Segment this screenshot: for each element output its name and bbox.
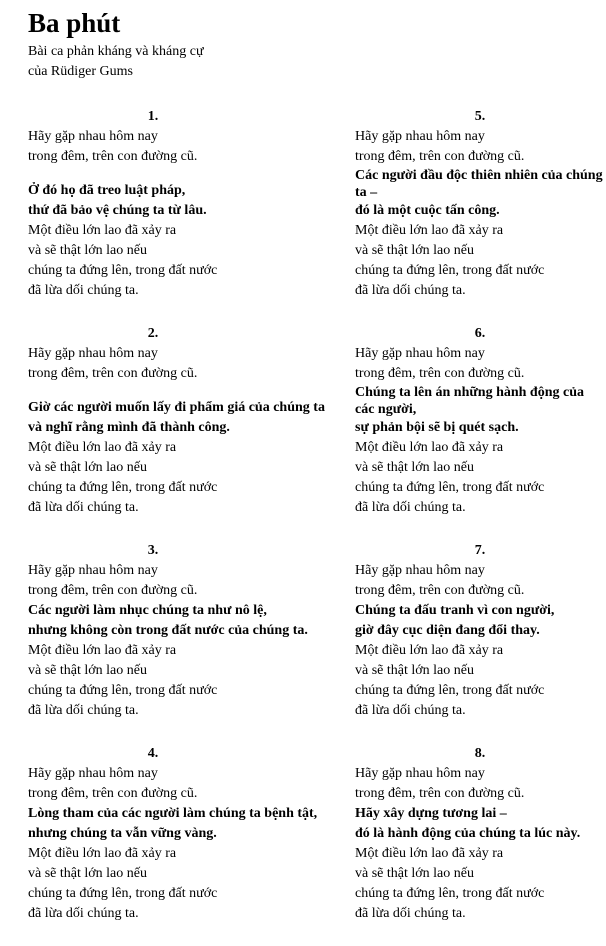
verse-6 (355, 324, 605, 518)
verse-5 (355, 107, 605, 301)
refrain-line: đã lừa dối chúng ta. (355, 703, 466, 718)
verse-text-line: Lòng tham của các người làm chúng ta bệnh tật, (28, 806, 318, 821)
refrain-line: Hãy gặp nhau hôm nay (355, 346, 485, 361)
refrain-line: đã lừa dối chúng ta. (355, 906, 466, 921)
refrain-line: chúng ta đứng lên, trong đất nước (355, 263, 545, 278)
refrain-line: Một điều lớn lao đã xảy ra (355, 440, 504, 455)
verse-number: 8. (474, 746, 486, 761)
refrain-line: chúng ta đứng lên, trong đất nước (355, 480, 545, 495)
refrain-line: chúng ta đứng lên, trong đất nước (355, 886, 545, 901)
verse-text-line: đó là một cuộc tấn công. (355, 203, 500, 218)
refrain-line: Một điều lớn lao đã xảy ra (28, 643, 177, 658)
refrain-line: đã lừa dối chúng ta. (28, 283, 139, 298)
refrain-line: Hãy gặp nhau hôm nay (28, 766, 158, 781)
refrain-line: Một điều lớn lao đã xảy ra (28, 846, 177, 861)
refrain-line: đã lừa dối chúng ta. (355, 500, 466, 515)
refrain-line: Một điều lớn lao đã xảy ra (28, 440, 177, 455)
refrain-line: Hãy gặp nhau hôm nay (28, 346, 158, 361)
verse-1 (28, 107, 278, 301)
verse-text-line: đó là hành động của chúng ta lúc này. (355, 826, 581, 841)
refrain-line: Hãy gặp nhau hôm nay (355, 129, 485, 144)
verse-number: 2. (147, 326, 159, 341)
verse-8 (355, 744, 605, 924)
refrain-line: Hãy gặp nhau hôm nay (28, 563, 158, 578)
verse-text-line: Giờ các người muốn lấy đi phẩm giá của chúng ta (28, 400, 325, 415)
verse-number: 3. (147, 543, 159, 558)
refrain-line: Một điều lớn lao đã xảy ra (355, 223, 504, 238)
refrain-line: và sẽ thật lớn lao nếu (355, 243, 474, 258)
refrain-line: chúng ta đứng lên, trong đất nước (28, 480, 218, 495)
refrain-line: Một điều lớn lao đã xảy ra (355, 846, 504, 861)
refrain-line: Một điều lớn lao đã xảy ra (28, 223, 177, 238)
verse-number: 4. (147, 746, 159, 761)
refrain-line: và sẽ thật lớn lao nếu (355, 866, 474, 881)
verse-text-line: nhưng chúng ta vẫn vững vàng. (28, 826, 217, 841)
refrain-line: trong đêm, trên con đường cũ. (355, 366, 525, 381)
verse-number: 5. (474, 109, 486, 124)
refrain-line: trong đêm, trên con đường cũ. (355, 149, 525, 164)
refrain-line: trong đêm, trên con đường cũ. (28, 149, 198, 164)
verse-3 (28, 541, 308, 721)
verse-number: 6. (474, 326, 486, 341)
refrain-line: trong đêm, trên con đường cũ. (28, 583, 198, 598)
author-line: của Rüdiger Gums (28, 64, 133, 79)
refrain-line: và sẽ thật lớn lao nếu (28, 460, 147, 475)
refrain-line: trong đêm, trên con đường cũ. (28, 786, 198, 801)
refrain-line: chúng ta đứng lên, trong đất nước (28, 263, 218, 278)
refrain-line: chúng ta đứng lên, trong đất nước (355, 683, 545, 698)
verse-7 (355, 541, 605, 721)
verse-text-line: giờ đây cục diện đang đổi thay. (355, 623, 540, 638)
refrain-line: và sẽ thật lớn lao nếu (355, 663, 474, 678)
verse-text-line: Các người làm nhục chúng ta như nô lệ, (28, 603, 267, 618)
refrain-line: đã lừa dối chúng ta. (28, 703, 139, 718)
verse-text-line: và nghĩ rằng mình đã thành công. (28, 420, 230, 435)
refrain-line: và sẽ thật lớn lao nếu (28, 243, 147, 258)
refrain-line: Hãy gặp nhau hôm nay (355, 766, 485, 781)
verse-number: 7. (474, 543, 486, 558)
refrain-line: Hãy gặp nhau hôm nay (355, 563, 485, 578)
refrain-line: đã lừa dối chúng ta. (355, 283, 466, 298)
refrain-line: chúng ta đứng lên, trong đất nước (28, 886, 218, 901)
verse-4 (28, 744, 318, 924)
song-title: Ba phút (28, 8, 121, 38)
refrain-line: trong đêm, trên con đường cũ. (355, 786, 525, 801)
refrain-line: đã lừa dối chúng ta. (28, 906, 139, 921)
verse-text-line: Ở đó họ đã treo luật pháp, (28, 183, 186, 198)
verse-text-line: Chúng ta đấu tranh vì con người, (355, 603, 555, 618)
refrain-line: trong đêm, trên con đường cũ. (28, 366, 198, 381)
verse-text-line: thứ đã bảo vệ chúng ta từ lâu. (28, 203, 207, 218)
refrain-line: chúng ta đứng lên, trong đất nước (28, 683, 218, 698)
verse-text-line: nhưng không còn trong đất nước của chúng ta. (28, 623, 308, 638)
verse-text-line: Các người đầu độc thiên nhiên của chúng ta – (355, 168, 603, 200)
verse-text-line: sự phản bội sẽ bị quét sạch. (355, 420, 519, 435)
refrain-line: và sẽ thật lớn lao nếu (28, 866, 147, 881)
refrain-line: Hãy gặp nhau hôm nay (28, 129, 158, 144)
subtitle (28, 42, 204, 82)
refrain-line: và sẽ thật lớn lao nếu (28, 663, 147, 678)
refrain-line: trong đêm, trên con đường cũ. (355, 583, 525, 598)
verse-text-line: Hãy xây dựng tương lai – (355, 806, 507, 821)
subtitle-line: Bài ca phản kháng và kháng cự (28, 44, 204, 59)
refrain-line: Một điều lớn lao đã xảy ra (355, 643, 504, 658)
verse-number: 1. (147, 109, 159, 124)
refrain-line: đã lừa dối chúng ta. (28, 500, 139, 515)
verse-text-line: Chúng ta lên án những hành động của các người, (355, 385, 584, 417)
refrain-line: và sẽ thật lớn lao nếu (355, 460, 474, 475)
verse-2 (28, 324, 325, 518)
